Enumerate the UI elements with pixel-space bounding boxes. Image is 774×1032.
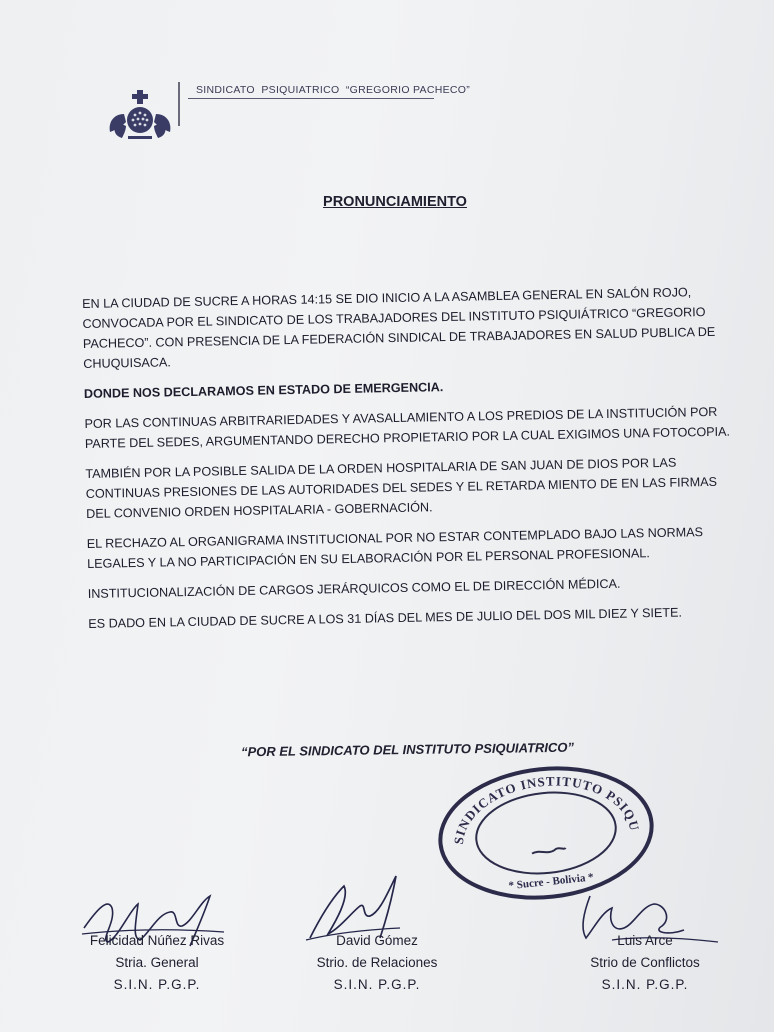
paragraph-institutionalization: INSTITUCIONALIZACIÓN DE CARGOS JERÁRQUICOS COMO EL DE DIRECCIÓN MÉDICA. xyxy=(87,576,621,601)
paragraph-arbitrariness: POR LAS CONTINUAS ARBITRARIEDADES Y AVASALLAMIENTO A LOS PREDIOS DE LA INSTITUCIÓN POR PARTE DEL SEDES, ARGUMENTANDO DERECHO PROPIETARIO POR LA CUAL EXIGIMOS UNA FOTOCOPIA. xyxy=(84,404,731,451)
paragraph-assembly: EN LA CIUDAD DE SUCRE A HORAS 14:15 SE DIO INICIO A LA ASAMBLEA GENERAL EN SALÓN ROJO, CONVOCADA POR EL SINDICATO DE LOS TRABAJADORES DEL INSTITUTO PSIQUIÁTRICO “GREGORIO PACHECO”. CON PRESENCIA DE LA FEDERACIÓN SINDICAL DE TRABAJADORES EN SALUD PUBLICA DE CHUQUISACA. xyxy=(82,285,716,371)
paragraph-organigram: EL RECHAZO AL ORGANIGRAMA INSTITUCIONAL POR NO ESTAR CONTEMPLADO BAJO LAS NORMAS LEGALES Y LA NO PARTICIPACIÓN EN SU ELABORACIÓN POR EL PERSONAL PROFESIONAL. xyxy=(86,525,704,571)
document-title: PRONUNCIAMIENTO xyxy=(323,194,467,210)
seal-ring-text: SINDICATO INSTITUTO PSIQUIATRICO xyxy=(450,773,643,846)
signer-org: S.I.N. P.G.P. xyxy=(333,977,421,992)
document-body xyxy=(82,282,739,644)
signer-role: Strio. de Relaciones xyxy=(316,955,438,970)
signer-role: Strio de Conflictos xyxy=(590,955,700,970)
union-seal-stamp xyxy=(434,764,658,902)
signature-block-3 xyxy=(550,930,740,996)
seal-bottom-text: * Sucre - Bolivia * xyxy=(508,871,595,893)
header-org-title: SINDICATO PSIQUIATRICO “GREGORIO PACHECO” xyxy=(196,84,471,96)
signer-org: S.I.N. P.G.P. xyxy=(113,977,201,992)
paragraph-hospital-order: TAMBIÉN POR LA POSIBLE SALIDA DE LA ORDEN HOSPITALARIA DE SAN JUAN DE DIOS POR LAS CONTINUAS PRESIONES DE LAS AUTORIDADES DEL SEDES Y EL RETARDA MIENTO DE EN LAS FIRMAS DEL CONVENIO ORDEN HOSPITALARIA - GOBERNACIÓN. xyxy=(85,455,718,521)
cross-rosary-logo-icon xyxy=(104,88,176,144)
paragraph-closing: ES DADO EN LA CIUDAD DE SUCRE A LOS 31 DÍAS DEL MES DE JULIO DEL DOS MIL DIEZ Y SIETE. xyxy=(88,605,683,631)
signer-org: S.I.N. P.G.P. xyxy=(601,977,689,992)
signer-role: Stria. General xyxy=(115,955,199,970)
signature-block-1 xyxy=(62,930,252,996)
header-underline xyxy=(188,98,434,99)
signer-name: Felicidad Núñez Rivas xyxy=(89,933,225,948)
signature-block-2 xyxy=(282,930,472,996)
paragraph-emergency: DONDE NOS DECLARAMOS EN ESTADO DE EMERGENCIA. xyxy=(83,380,444,401)
signer-name: Luis Arce xyxy=(617,933,673,948)
union-motto: “POR EL SINDICATO DEL INSTITUTO PSIQUIATRICO” xyxy=(240,739,575,760)
header-divider xyxy=(178,82,180,126)
signer-name: David Gómez xyxy=(336,933,418,948)
